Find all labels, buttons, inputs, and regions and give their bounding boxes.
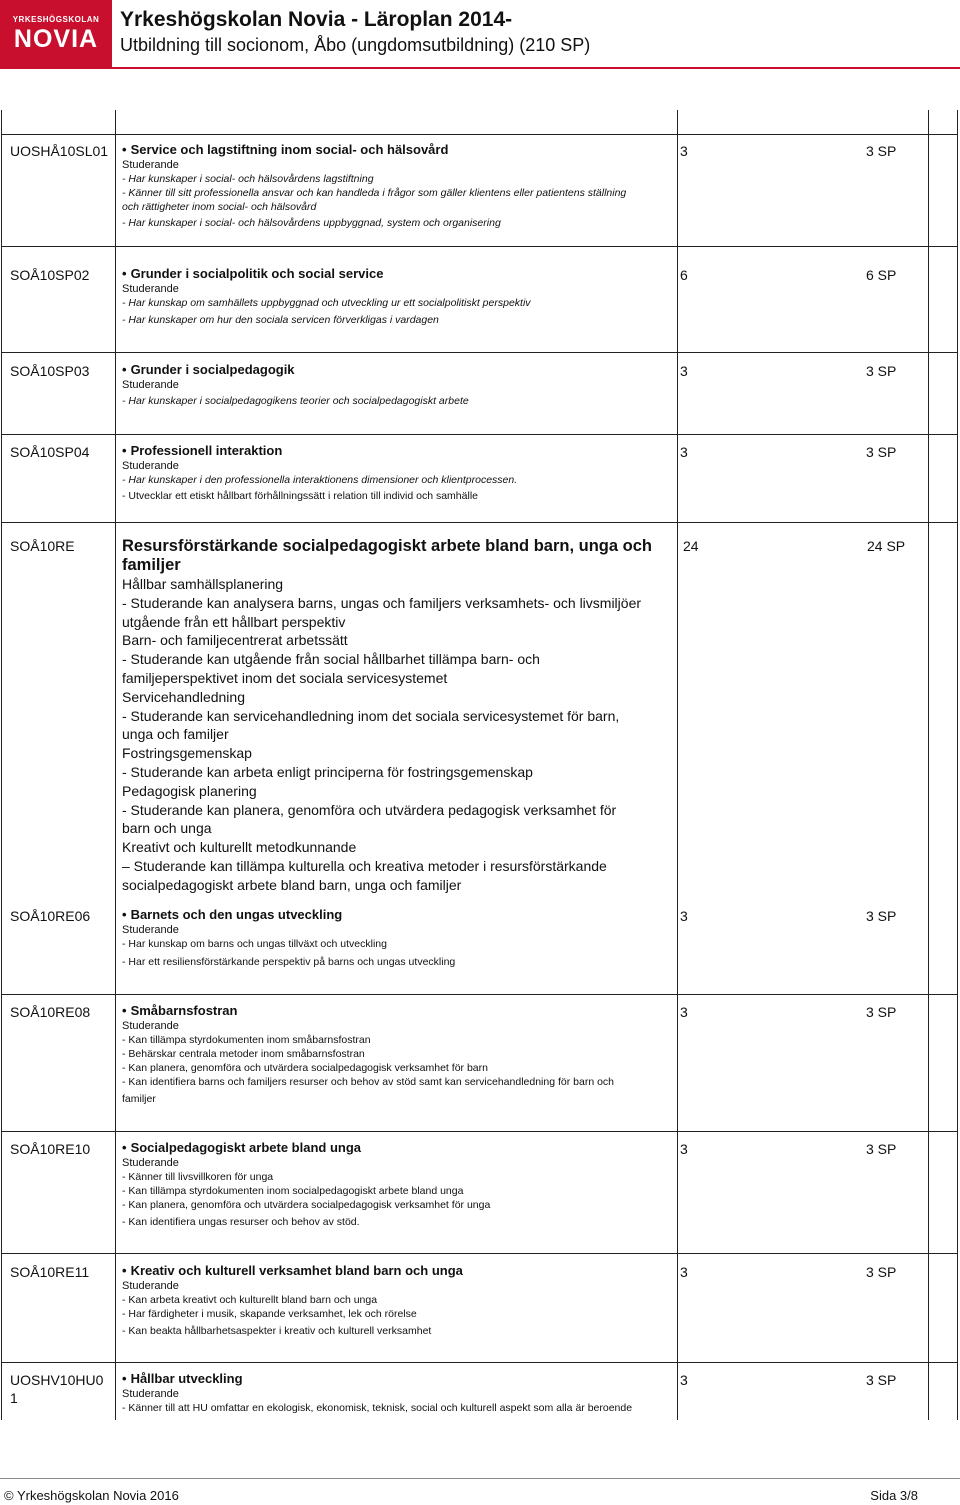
objective-line: - Behärskar centrala metoder inom småbarnsfostran — [122, 1048, 365, 1060]
course-description — [122, 362, 674, 408]
course-code: SOÅ10SP04 — [10, 444, 90, 460]
course-description — [122, 1003, 674, 1106]
sp-value: 3 SP — [866, 363, 897, 379]
logo-top-text: YRKESHÖGSKOLAN — [12, 15, 100, 24]
studerande-label: Studerande — [122, 283, 179, 295]
studerande-label: Studerande — [122, 924, 179, 936]
objective-line: - Kan arbeta kreativt och kulturellt bland barn och unga — [122, 1294, 378, 1306]
objective-line: familjer — [122, 1093, 156, 1105]
credits-value: 3 — [680, 908, 688, 924]
credits-value: 24 — [683, 538, 699, 554]
course-title — [122, 362, 674, 378]
credits-value: 3 — [680, 143, 688, 159]
objective-line: - Känner till livsvillkoren för unga — [122, 1171, 274, 1183]
copyright-text: © Yrkeshögskolan Novia 2016 — [4, 1488, 179, 1503]
module-line: Servicehandledning — [122, 688, 245, 705]
course-title — [122, 443, 674, 459]
module-line: familjeperspektivet inom det sociala servicesystemet — [122, 669, 448, 686]
table-divider — [1, 352, 958, 353]
course-description — [122, 1263, 674, 1338]
course-description — [122, 266, 674, 327]
sp-value: 3 SP — [866, 444, 897, 460]
document-title: Yrkeshögskolan Novia - Läroplan 2014- — [120, 8, 513, 31]
module-line: - Studerande kan planera, genomföra och utvärdera pedagogisk verksamhet för — [122, 801, 617, 818]
studerande-label: Studerande — [122, 1157, 179, 1169]
bullet-icon: • — [122, 266, 127, 281]
table-divider — [1, 1362, 958, 1363]
course-title — [122, 142, 674, 158]
sp-value: 3 SP — [866, 1004, 897, 1020]
credits-value: 3 — [680, 1372, 688, 1388]
module-description — [122, 537, 674, 895]
bullet-icon: • — [122, 1263, 127, 1278]
objective-line: - Kan identifiera ungas resurser och behov av stöd. — [122, 1216, 360, 1228]
objective-line: - Har kunskaper i socialpedagogikens teorier och socialpedagogiskt arbete — [122, 395, 469, 407]
course-title-text: Barnets och den ungas utveckling — [130, 907, 343, 922]
course-title-text: Service och lagstiftning inom social- och hälsovård — [130, 142, 449, 157]
course-code: SOÅ10SP03 — [10, 363, 90, 379]
sp-value: 3 SP — [866, 143, 897, 159]
sp-value: 3 SP — [866, 1372, 897, 1388]
objective-line: - Har kunskaper i social- och hälsovårdens lagstiftning — [122, 173, 374, 185]
table-divider — [1, 522, 958, 523]
objective-line: - Kan tillämpa styrdokumenten inom småbarnsfostran — [122, 1034, 371, 1046]
bullet-icon: • — [122, 1003, 127, 1018]
table-divider — [1, 994, 958, 995]
objective-line: - Har kunskap om samhällets uppbyggnad och utveckling ur ett socialpolitiskt perspektiv — [122, 297, 531, 309]
course-title — [122, 266, 674, 282]
course-title — [122, 1003, 674, 1019]
module-line: - Studerande kan utgående från social hållbarhet tillämpa barn- och — [122, 651, 540, 668]
table-border-credits — [677, 110, 678, 1420]
objective-line: och rättigheter inom social- och hälsovård — [122, 201, 317, 213]
credits-value: 6 — [680, 267, 688, 283]
course-code: UOSHÅ10SL01 — [10, 143, 109, 159]
credits-value: 3 — [680, 1004, 688, 1020]
course-description — [122, 142, 674, 230]
course-code: SOÅ10RE06 — [10, 908, 91, 924]
course-code: SOÅ10RE11 — [10, 1264, 90, 1280]
sp-value: 24 SP — [867, 538, 906, 554]
bullet-icon: • — [122, 142, 127, 157]
table-divider — [1, 134, 958, 135]
table-border-sp — [928, 110, 929, 1420]
studerande-label: Studerande — [122, 159, 179, 171]
studerande-label: Studerande — [122, 1280, 179, 1292]
sp-value: 3 SP — [866, 1264, 897, 1280]
module-line: - Studerande kan servicehandledning inom det sociala servicesystemet för barn, — [122, 707, 620, 724]
credits-value: 3 — [680, 363, 688, 379]
course-title-text: Hållbar utveckling — [130, 1371, 243, 1386]
table-divider — [1, 434, 958, 435]
module-line: – Studerande kan tillämpa kulturella och kreativa metoder i resursförstärkande — [122, 857, 607, 874]
novia-logo — [0, 0, 112, 67]
table-border-right — [957, 110, 958, 1420]
table-divider — [1, 1131, 958, 1132]
objective-line: - Har färdigheter i musik, skapande verksamhet, lek och rörelse — [122, 1308, 417, 1320]
studerande-label: Studerande — [122, 460, 179, 472]
course-code: SOÅ10SP02 — [10, 267, 90, 283]
objective-line: - Har kunskap om barns och ungas tillväxt och utveckling — [122, 938, 387, 950]
objective-line: - Har kunskaper i den professionella interaktionens dimensioner och klientprocessen. — [122, 474, 518, 486]
objective-line: - Känner till sitt professionella ansvar och kan handleda i frågor som gäller klientens eller patientens ställning — [122, 187, 627, 199]
objective-line: - Utvecklar ett etiskt hållbart förhållningssätt i relation till individ och samhälle — [122, 490, 478, 502]
course-title-text: Grunder i socialpedagogik — [130, 362, 295, 377]
course-code: UOSHV10HU01 — [10, 1372, 104, 1406]
course-title — [122, 1371, 674, 1387]
module-line: unga och familjer — [122, 726, 229, 743]
course-title-text: Kreativ och kulturell verksamhet bland barn och unga — [130, 1263, 463, 1278]
course-title-text: Grunder i socialpolitik och social service — [130, 266, 384, 281]
objective-line: - Känner till att HU omfattar en ekologisk, ekonomisk, teknisk, social och kulturell aspekt som alla är beroende — [122, 1402, 633, 1414]
page-header — [0, 0, 960, 67]
bullet-icon: • — [122, 1140, 127, 1155]
table-border-left — [1, 110, 2, 1420]
course-title — [122, 1140, 674, 1156]
footer-divider — [0, 1478, 960, 1479]
module-line: barn och unga — [122, 820, 212, 837]
table-divider — [1, 1253, 958, 1254]
studerande-label: Studerande — [122, 1020, 179, 1032]
course-title-text: Socialpedagogiskt arbete bland unga — [130, 1140, 361, 1155]
module-line: Kreativt och kulturellt metodkunnande — [122, 839, 357, 856]
course-description — [122, 443, 674, 503]
course-title — [122, 1263, 674, 1279]
objective-line: - Kan planera, genomföra och utvärdera socialpedagogisk verksamhet för barn — [122, 1062, 488, 1074]
module-line: - Studerande kan analysera barns, ungas och familjers verksamhets- och livsmiljöer — [122, 594, 642, 611]
credits-value: 3 — [680, 1264, 688, 1280]
objective-line: - Kan identifiera barns och familjers resurser och behov av stöd samt kan servicehandledning för barn och — [122, 1076, 615, 1088]
course-title-text: Småbarnsfostran — [130, 1003, 238, 1018]
course-description — [122, 1371, 674, 1415]
credits-value: 3 — [680, 444, 688, 460]
course-description — [122, 907, 674, 969]
logo-main-text: NOVIA — [13, 25, 99, 53]
course-description — [122, 1140, 674, 1229]
studerande-label: Studerande — [122, 379, 179, 391]
course-title — [122, 907, 674, 923]
bullet-icon: • — [122, 443, 127, 458]
bullet-icon: • — [122, 907, 127, 922]
course-title-text: Professionell interaktion — [130, 443, 283, 458]
module-line: Hållbar samhällsplanering — [122, 576, 284, 592]
module-code: SOÅ10RE — [10, 538, 75, 554]
module-line: Fostringsgemenskap — [122, 745, 252, 762]
module-line: utgående från ett hållbart perspektiv — [122, 613, 346, 630]
bullet-icon: • — [122, 1371, 127, 1386]
module-line: Barn- och familjecentrerat arbetssätt — [122, 632, 348, 649]
header-divider — [0, 67, 960, 69]
sp-value: 3 SP — [866, 1141, 897, 1157]
document-subtitle: Utbildning till socionom, Åbo (ungdomsutbildning) (210 SP) — [120, 35, 591, 55]
module-line: Pedagogisk planering — [122, 782, 257, 799]
sp-value: 6 SP — [866, 267, 897, 283]
objective-line: - Kan beakta hållbarhetsaspekter i kreativ och kulturell verksamhet — [122, 1325, 432, 1337]
credits-value: 3 — [680, 1141, 688, 1157]
objective-line: - Har ett resiliensförstärkande perspektiv på barns och ungas utveckling — [122, 956, 456, 968]
table-divider — [1, 246, 958, 247]
module-line: socialpedagogiskt arbete bland barn, unga och familjer — [122, 876, 462, 893]
bullet-icon: • — [122, 362, 127, 377]
objective-line: - Har kunskaper om hur den sociala servicen förverkligas i vardagen — [122, 314, 439, 326]
objective-line: - Kan tillämpa styrdokumenten inom socialpedagogiskt arbete bland unga — [122, 1185, 464, 1197]
page-number: Sida 3/8 — [870, 1488, 918, 1503]
course-code: SOÅ10RE08 — [10, 1004, 91, 1020]
sp-value: 3 SP — [866, 908, 897, 924]
module-line: - Studerande kan arbeta enligt principerna för fostringsgemenskap — [122, 763, 533, 780]
studerande-label: Studerande — [122, 1388, 179, 1400]
table-border-code — [115, 110, 116, 1420]
module-title: Resursförstärkande socialpedagogiskt arbete bland barn, unga och familjer — [122, 537, 652, 574]
objective-line: - Kan planera, genomföra och utvärdera socialpedagogisk verksamhet för unga — [122, 1199, 491, 1211]
course-code: SOÅ10RE10 — [10, 1141, 91, 1157]
objective-line: - Har kunskaper i social- och hälsovårdens uppbyggnad, system och organisering — [122, 217, 501, 229]
page-footer — [0, 1486, 960, 1505]
